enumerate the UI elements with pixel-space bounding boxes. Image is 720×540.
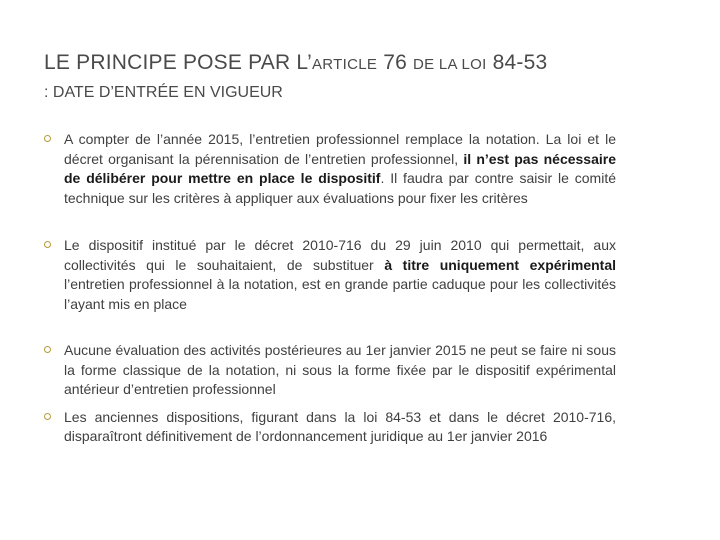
circle-bullet-icon	[44, 413, 51, 420]
emphasis-text: à titre uniquement expérimental	[384, 256, 616, 273]
circle-bullet-icon	[44, 135, 51, 142]
emphasis-text: il n’est pas nécessaire de délibérer pour mettre en place le dispositif	[64, 150, 616, 186]
circle-bullet-icon	[44, 346, 51, 353]
title-line-1: LE PRINCIPE POSE PAR L’ARTICLE 76 DE LA LOI 84-53	[44, 51, 548, 74]
bullet-item-4: Les anciennes dispositions, figurant dans la loi 84-53 et dans le décret 2010-716, disparaîtront définitivement de l’ordonnancement juridique au 1er janvier 2016	[44, 408, 616, 447]
bullet-list	[44, 130, 616, 447]
slide-title	[44, 52, 684, 101]
bullet-item-1: A compter de l’année 2015, l’entretien professionnel remplace la notation. La loi et le décret organisant la pérennisation de l’entretien professionnel, il n’est pas nécessaire de délibérer pour mettre en place le dispositif. Il faudra par contre saisir le comité technique sur les critères à appliquer aux évaluations pour fixer les critères	[44, 130, 616, 208]
circle-bullet-icon	[44, 241, 51, 248]
bullet-item-2: Le dispositif institué par le décret 2010-716 du 29 juin 2010 qui permettait, aux collectivités qui le souhaitaient, de substituer à titre uniquement expérimental l’entretien professionnel à la notation, est en grande partie caduque pour les collectivités l’ayant mis en place	[44, 236, 616, 314]
bullet-item-3: Aucune évaluation des activités postérieures au 1er janvier 2015 ne peut se faire ni sous la forme classique de la notation, ni sous la forme fixée par le dispositif expérimental antérieur d’entretien professionnel	[44, 341, 616, 400]
title-line-2: : DATE D’ENTRÉE EN VIGUEUR	[44, 84, 283, 101]
